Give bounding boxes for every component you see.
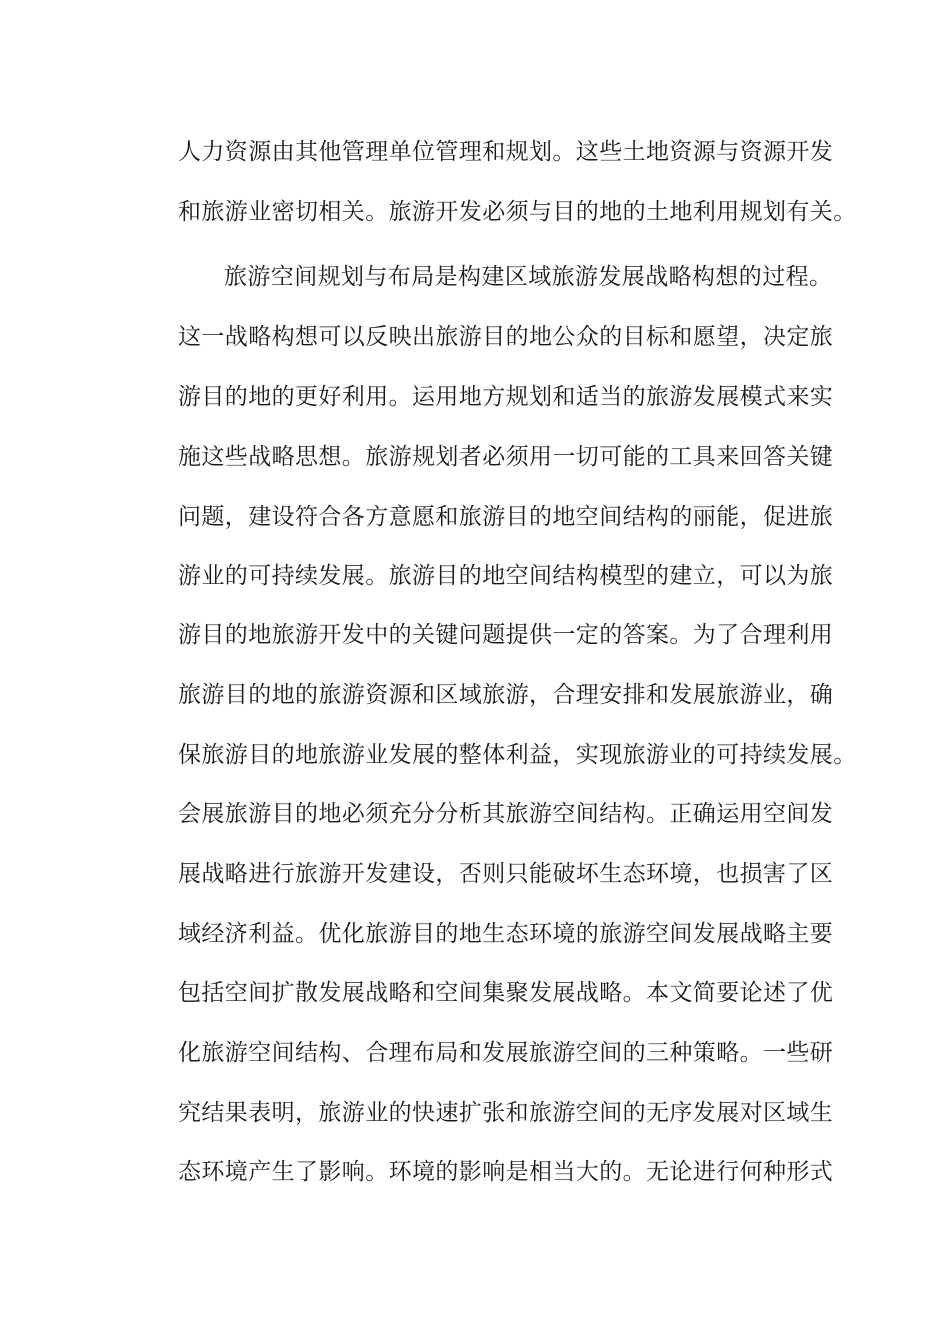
text-line: 这一战略构想可以反映出旅游目的地公众的目标和愿望，决定旅 — [178, 324, 834, 350]
text-line: 保旅游目的地旅游业发展的整体利益，实现旅游业的可持续发展。 — [178, 742, 857, 768]
text-line: 问题，建设符合各方意愿和旅游目的地空间结构的丽能，促进旅 — [178, 504, 834, 530]
text-line: 包括空间扩散发展战略和空间集聚发展战略。本文简要论述了优 — [178, 980, 834, 1006]
text-line: 游目的地旅游开发中的关键问题提供一定的答案。为了合理利用 — [178, 622, 834, 648]
text-line: 会展旅游目的地必须充分分析其旅游空间结构。正确运用空间发 — [178, 801, 834, 827]
text-line: 游目的地的更好利用。运用地方规划和适当的旅游发展模式来实 — [178, 384, 834, 410]
text-line: 游业的可持续发展。旅游目的地空间结构模型的建立，可以为旅 — [178, 563, 834, 589]
text-line: 人力资源由其他管理单位管理和规划。这些土地资源与资源开发 — [178, 139, 834, 165]
text-line: 域经济利益。优化旅游目的地生态环境的旅游空间发展战略主要 — [178, 921, 834, 947]
paragraph-first-line: 旅游空间规划与布局是构建区域旅游发展战略构想的过程。 — [224, 264, 833, 290]
text-line: 施这些战略思想。旅游规划者必须用一切可能的工具来回答关键 — [178, 444, 834, 470]
text-line: 究结果表明，旅游业的快速扩张和旅游空间的无序发展对区域生 — [178, 1100, 834, 1126]
text-line: 化旅游空间结构、合理布局和发展旅游空间的三种策略。一些研 — [178, 1040, 834, 1066]
text-line: 态环境产生了影响。环境的影响是相当大的。无论进行何种形式 — [178, 1159, 834, 1185]
text-line: 和旅游业密切相关。旅游开发必须与目的地的土地利用规划有关。 — [178, 199, 857, 225]
text-line: 展战略进行旅游开发建设，否则只能破坏生态环境，也损害了区 — [178, 861, 834, 887]
text-line: 旅游目的地的旅游资源和区域旅游，合理安排和发展旅游业，确 — [178, 682, 834, 708]
